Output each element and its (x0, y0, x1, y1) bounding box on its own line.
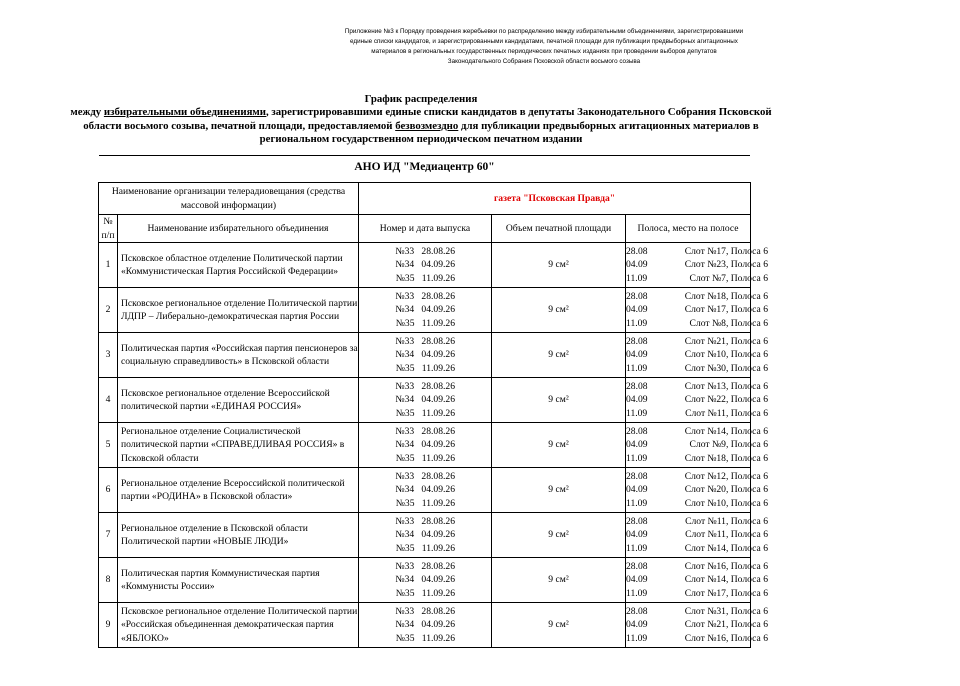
slot-date: 11.09 (626, 452, 648, 464)
table-header-row-2 (99, 215, 751, 243)
issue-line (359, 632, 455, 645)
slot-line (626, 560, 768, 573)
issue-date: 04.09.26 (421, 574, 455, 586)
issue-line (359, 245, 455, 258)
slot-position: Слот №16, Полоса 6 (684, 632, 768, 644)
slot-line (626, 515, 768, 528)
slot-position: Слот №11, Полоса 6 (685, 407, 768, 419)
slot-line (626, 605, 768, 618)
slot-date: 11.09 (626, 587, 648, 599)
slot-line (626, 272, 768, 285)
title-divider (99, 155, 750, 156)
issue-date: 11.09.26 (421, 632, 455, 644)
slot-position: Слот №18, Полоса 6 (684, 291, 768, 303)
slot-line (626, 438, 768, 451)
issue-number: №35 (395, 317, 415, 329)
row-number: 3 (99, 333, 118, 378)
print-volume: 9 см² (492, 243, 626, 288)
title-line-1: График распределения (364, 93, 478, 105)
issue-date: 11.09.26 (421, 407, 455, 419)
document-title (60, 93, 782, 146)
print-volume: 9 см² (492, 558, 626, 603)
slot-line (626, 245, 768, 258)
slot-line (626, 528, 768, 541)
table-row (99, 603, 751, 648)
media-label-cell (99, 183, 359, 215)
issue-number: №34 (395, 529, 415, 541)
issue-line (359, 452, 455, 465)
issue-line (359, 587, 455, 600)
slot-cell (626, 558, 768, 603)
organization-name: АНО ИД "Медиацентр 60" (354, 161, 495, 173)
slot-date: 28.08 (626, 516, 648, 528)
slot-date: 28.08 (626, 471, 648, 483)
slot-cell (626, 243, 768, 288)
table-row (99, 513, 751, 558)
issue-date: 04.09.26 (421, 439, 455, 451)
party-name: Псковское региональное отделение Политической партии «Российская объединенная демократическая партия «ЯБЛОКО» (118, 603, 359, 648)
party-name: Политическая партия Коммунистическая партия «Коммунисты России» (118, 558, 359, 603)
slot-line (626, 497, 768, 510)
issue-number: №33 (395, 561, 415, 573)
issue-date: 04.09.26 (421, 529, 455, 541)
issue-date: 28.08.26 (421, 516, 455, 528)
slot-line (626, 452, 768, 465)
row-number: 6 (99, 468, 118, 513)
issue-date: 11.09.26 (421, 452, 455, 464)
slot-position: Слот №21, Полоса 6 (684, 619, 768, 631)
issue-line (359, 335, 455, 348)
issue-date: 28.08.26 (421, 426, 455, 438)
row-number: 2 (99, 288, 118, 333)
slot-line (626, 407, 768, 420)
issue-number: №34 (395, 259, 415, 271)
row-number: 9 (99, 603, 118, 648)
issue-line (359, 560, 455, 573)
newspaper-name: газета "Псковская Правда" (359, 183, 751, 215)
print-volume: 9 см² (492, 513, 626, 558)
issue-date: 11.09.26 (421, 497, 455, 509)
slot-position: Слот №14, Полоса 6 (684, 574, 768, 586)
slot-line (626, 573, 768, 586)
slot-date: 04.09 (626, 439, 648, 451)
issue-number: №33 (395, 291, 415, 303)
issue-line (359, 542, 455, 555)
issue-line (359, 605, 455, 618)
print-volume: 9 см² (492, 378, 626, 423)
issue-line (359, 573, 455, 586)
issue-cell (359, 333, 492, 378)
issue-number: №33 (395, 606, 415, 618)
table-row (99, 243, 751, 288)
issue-date: 28.08.26 (421, 381, 455, 393)
slot-date: 04.09 (626, 574, 648, 586)
issue-line (359, 393, 455, 406)
issue-date: 04.09.26 (421, 619, 455, 631)
issue-date: 04.09.26 (421, 394, 455, 406)
party-name: Политическая партия «Российская партия пенсионеров за социальную справедливость» в Псковской области (118, 333, 359, 378)
slot-position: Слот №30, Полоса 6 (684, 362, 768, 374)
slot-line (626, 317, 768, 330)
slot-date: 28.08 (626, 561, 648, 573)
slot-position: Слот №17, Полоса 6 (684, 304, 768, 316)
row-number: 4 (99, 378, 118, 423)
issue-date: 11.09.26 (421, 272, 455, 284)
issue-number: №35 (395, 542, 415, 554)
issue-number: №35 (395, 497, 415, 509)
slot-line (626, 483, 768, 496)
issue-date: 28.08.26 (421, 246, 455, 258)
issue-date: 28.08.26 (421, 561, 455, 573)
slot-date: 28.08 (626, 336, 648, 348)
title-part-c: , зарегистрировавшими единые списки кандидатов в депутаты Законодательного Собрания Псковской области восьмого созыва, печатной площади, предоставляемой (83, 106, 772, 132)
slot-position: Слот №18, Полоса 6 (684, 452, 768, 464)
issue-date: 11.09.26 (421, 542, 455, 554)
issue-number: №35 (395, 587, 415, 599)
row-number: 8 (99, 558, 118, 603)
slot-position: Слот №20, Полоса 6 (684, 484, 768, 496)
issue-line (359, 618, 455, 631)
issue-number: №34 (395, 484, 415, 496)
slot-position: Слот №10, Полоса 6 (684, 349, 768, 361)
slot-date: 04.09 (626, 259, 648, 271)
header-party: Наименование избирательного объединения (118, 215, 359, 243)
slot-date: 28.08 (626, 381, 648, 393)
table-row (99, 468, 751, 513)
slot-date: 11.09 (626, 272, 648, 284)
issue-cell (359, 468, 492, 513)
issue-line (359, 317, 455, 330)
slot-position: Слот №10, Полоса 6 (684, 497, 768, 509)
slot-date: 28.08 (626, 246, 648, 258)
slot-date: 11.09 (626, 632, 648, 644)
row-number: 1 (99, 243, 118, 288)
slot-line (626, 258, 768, 271)
issue-date: 11.09.26 (421, 317, 455, 329)
slot-position: Слот №17, Полоса 6 (684, 246, 768, 258)
issue-number: №33 (395, 336, 415, 348)
slot-line (626, 425, 768, 438)
slot-date: 04.09 (626, 304, 648, 316)
slot-line (626, 362, 768, 375)
issue-date: 04.09.26 (421, 259, 455, 271)
slot-position: Слот №23, Полоса 6 (684, 259, 768, 271)
issue-line (359, 425, 455, 438)
header-num: № п/п (99, 215, 118, 243)
slot-position: Слот №21, Полоса 6 (684, 336, 768, 348)
slot-line (626, 335, 768, 348)
issue-cell (359, 558, 492, 603)
issue-cell (359, 603, 492, 648)
issue-number: №34 (395, 619, 415, 631)
slot-line (626, 587, 768, 600)
issue-number: №35 (395, 632, 415, 644)
slot-position: Слот №13, Полоса 6 (684, 381, 768, 393)
issue-cell (359, 513, 492, 558)
slot-position: Слот №31, Полоса 6 (684, 606, 768, 618)
slot-cell (626, 603, 768, 648)
issue-number: №34 (395, 394, 415, 406)
slot-line (626, 303, 768, 316)
row-number: 7 (99, 513, 118, 558)
appendix-note: Приложение №3 к Порядку проведения жеребьевки по распределению между избирательными объединениями, зарегистрировавшими единые списки кандидатов, и зарегистрированными кандидатами, печатной площади для публикации предвыборных агитационных материалов в региональных государственных периодических печатных изданиях при проведении выборов депутатов Законодательного Собрания Псковской области восьмого созыва (344, 28, 744, 65)
slot-date: 11.09 (626, 317, 648, 329)
table-row (99, 333, 751, 378)
issue-date: 04.09.26 (421, 484, 455, 496)
title-part-b: избирательными объединениями (103, 106, 267, 119)
issue-line (359, 348, 455, 361)
party-name: Региональное отделение Всероссийской политической партии «РОДИНА» в Псковской области» (118, 468, 359, 513)
issue-date: 28.08.26 (421, 471, 455, 483)
slot-cell (626, 423, 768, 468)
slot-position: Слот №8, Полоса 6 (689, 317, 768, 329)
issue-line (359, 362, 455, 375)
issue-number: №34 (395, 304, 415, 316)
title-part-e: для публикации предвыборных агитационных материалов в региональном государственном периодическом печатном издании (259, 119, 759, 145)
slot-date: 04.09 (626, 394, 648, 406)
party-name: Региональное отделение Социалистической политической партии «СПРАВЕДЛИВАЯ РОССИЯ» в Псковской области (118, 423, 359, 468)
slot-position: Слот №9, Полоса 6 (689, 439, 768, 451)
issue-cell (359, 423, 492, 468)
slot-date: 11.09 (626, 497, 648, 509)
slot-date: 28.08 (626, 606, 648, 618)
party-name: Региональное отделение в Псковской области Политической партии «НОВЫЕ ЛЮДИ» (118, 513, 359, 558)
slot-date: 28.08 (626, 426, 648, 438)
slot-date: 11.09 (626, 542, 648, 554)
print-volume: 9 см² (492, 603, 626, 648)
party-name: Псковское региональное отделение Всероссийской политической партии «ЕДИНАЯ РОССИЯ» (118, 378, 359, 423)
issue-cell (359, 243, 492, 288)
issue-cell (359, 378, 492, 423)
slot-position: Слот №7, Полоса 6 (689, 272, 768, 284)
slot-line (626, 632, 768, 645)
slot-date: 04.09 (626, 529, 648, 541)
slot-cell (626, 333, 768, 378)
issue-line (359, 258, 455, 271)
slot-cell (626, 513, 768, 558)
issue-number: №34 (395, 574, 415, 586)
table-header-row-1 (99, 183, 751, 215)
slot-cell (626, 378, 768, 423)
issue-line (359, 380, 455, 393)
slot-line (626, 380, 768, 393)
header-volume: Объем печатной площади (492, 215, 626, 243)
table-row (99, 288, 751, 333)
media-label: Наименование организации телерадиовещания (средства массовой информации) (111, 186, 346, 211)
header-issue: Номер и дата выпуска (359, 215, 492, 243)
header-slot: Полоса, место на полосе (626, 215, 751, 243)
print-volume: 9 см² (492, 468, 626, 513)
table-row (99, 558, 751, 603)
issue-line (359, 438, 455, 451)
table-body (99, 243, 768, 648)
slot-line (626, 470, 768, 483)
slot-line (626, 348, 768, 361)
issue-line (359, 528, 455, 541)
slot-line (626, 618, 768, 631)
issue-line (359, 497, 455, 510)
slot-position: Слот №11, Полоса 6 (685, 529, 768, 541)
issue-line (359, 470, 455, 483)
slot-date: 04.09 (626, 619, 648, 631)
slot-position: Слот №16, Полоса 6 (684, 561, 768, 573)
slot-position: Слот №11, Полоса 6 (685, 516, 768, 528)
slot-position: Слот №14, Полоса 6 (684, 426, 768, 438)
issue-line (359, 272, 455, 285)
slot-date: 04.09 (626, 349, 648, 361)
title-part-a: между (70, 106, 104, 119)
issue-line (359, 290, 455, 303)
issue-number: №35 (395, 272, 415, 284)
issue-date: 28.08.26 (421, 291, 455, 303)
slot-position: Слот №17, Полоса 6 (684, 587, 768, 599)
table-row (99, 423, 751, 468)
slot-line (626, 542, 768, 555)
issue-number: №33 (395, 516, 415, 528)
slot-date: 11.09 (626, 407, 648, 419)
issue-number: №35 (395, 452, 415, 464)
slot-position: Слот №22, Полоса 6 (684, 394, 768, 406)
party-name: Псковское региональное отделение Политической партии ЛДПР – Либерально-демократическая партия России (118, 288, 359, 333)
issue-date: 28.08.26 (421, 606, 455, 618)
slot-position: Слот №12, Полоса 6 (684, 471, 768, 483)
issue-number: №35 (395, 407, 415, 419)
slot-date: 11.09 (626, 362, 648, 374)
row-number: 5 (99, 423, 118, 468)
issue-line (359, 515, 455, 528)
issue-date: 11.09.26 (421, 362, 455, 374)
slot-date: 28.08 (626, 291, 648, 303)
issue-number: №33 (395, 246, 415, 258)
issue-number: №33 (395, 426, 415, 438)
allocation-table (98, 182, 768, 648)
issue-line (359, 303, 455, 316)
issue-date: 11.09.26 (421, 587, 455, 599)
table-row (99, 378, 751, 423)
issue-number: №33 (395, 381, 415, 393)
print-volume: 9 см² (492, 288, 626, 333)
issue-cell (359, 288, 492, 333)
issue-date: 04.09.26 (421, 304, 455, 316)
slot-cell (626, 288, 768, 333)
issue-number: №33 (395, 471, 415, 483)
print-volume: 9 см² (492, 423, 626, 468)
issue-number: №35 (395, 362, 415, 374)
issue-line (359, 407, 455, 420)
issue-date: 28.08.26 (421, 336, 455, 348)
slot-line (626, 290, 768, 303)
issue-number: №34 (395, 439, 415, 451)
slot-cell (626, 468, 768, 513)
issue-number: №34 (395, 349, 415, 361)
party-name: Псковское областное отделение Политической партии «Коммунистическая Партия Российской Федерации» (118, 243, 359, 288)
issue-date: 04.09.26 (421, 349, 455, 361)
print-volume: 9 см² (492, 333, 626, 378)
slot-line (626, 393, 768, 406)
issue-line (359, 483, 455, 496)
title-part-d: безвозмездно (395, 119, 459, 132)
slot-position: Слот №14, Полоса 6 (684, 542, 768, 554)
slot-date: 04.09 (626, 484, 648, 496)
title-body (60, 106, 782, 146)
